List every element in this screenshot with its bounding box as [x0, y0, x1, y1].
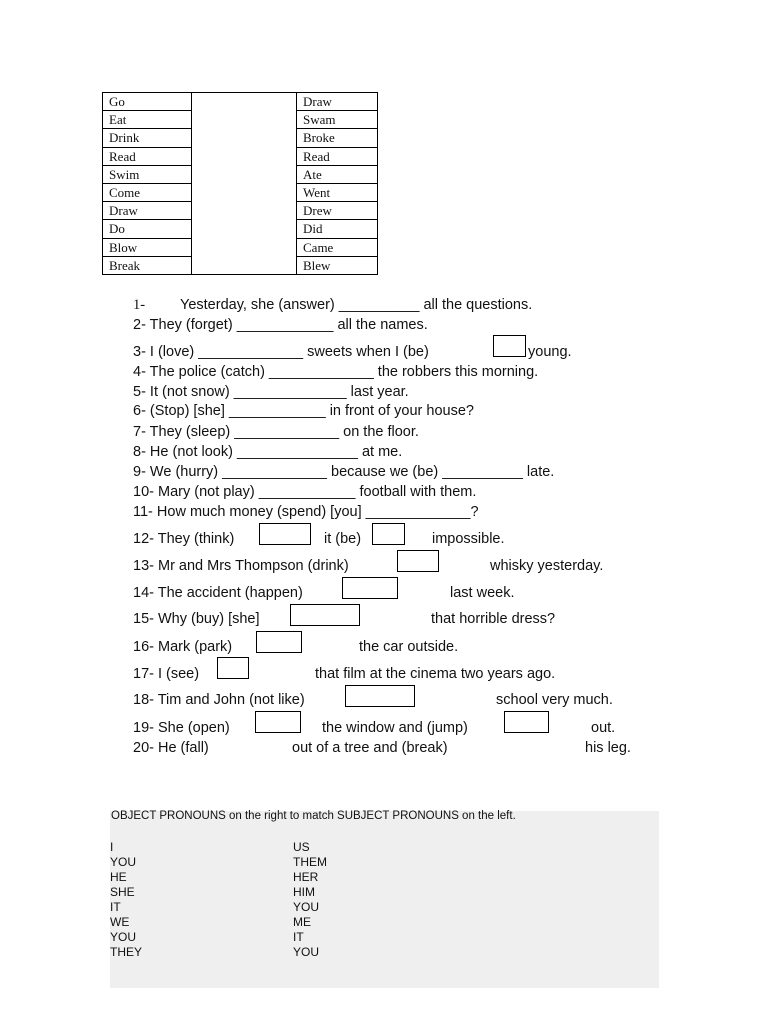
empty-cell: [192, 202, 297, 220]
past-verb-cell: Went: [297, 183, 378, 201]
sentence-13-end: whisky yesterday.: [490, 558, 604, 574]
empty-cell: [192, 147, 297, 165]
pronoun-panel: [110, 811, 659, 988]
answer-box[interactable]: [256, 631, 302, 653]
subject-pronoun-list: [110, 840, 142, 960]
sentence-19-end: out.: [591, 720, 616, 736]
sentence-4: 4- The police (catch) _____________ the robbers this morning.: [133, 364, 539, 380]
sentence-19: 19- She (open): [133, 720, 230, 736]
table-row: [103, 111, 378, 129]
list-item: IT: [293, 930, 304, 944]
past-verb-cell: Did: [297, 220, 378, 238]
answer-box[interactable]: [504, 711, 549, 733]
base-verb-cell: Break: [103, 256, 192, 274]
sentence-7: 7- They (sleep) _____________ on the floor.: [133, 424, 419, 440]
list-item: YOU: [293, 900, 320, 914]
answer-box[interactable]: [372, 523, 405, 545]
sentence-3-end: young.: [528, 344, 572, 360]
sentence-14-end: last week.: [450, 585, 515, 601]
past-verb-cell: Draw: [297, 93, 378, 111]
sentence-5: 5- It (not snow) ______________ last year.: [133, 384, 409, 400]
sentence-17: 17- I (see): [133, 666, 200, 682]
answer-box[interactable]: [345, 685, 415, 707]
list-item: YOU: [110, 930, 137, 944]
list-item: I: [110, 840, 114, 854]
empty-cell: [192, 238, 297, 256]
object-pronoun-list: [293, 840, 327, 960]
base-verb-cell: Go: [103, 93, 192, 111]
sentence-3: 3- I (love) _____________ sweets when I (be): [133, 344, 429, 360]
base-verb-cell: Do: [103, 220, 192, 238]
sentence-13: 13- Mr and Mrs Thompson (drink): [133, 558, 349, 574]
sentence-14: 14- The accident (happen): [133, 585, 303, 601]
empty-cell: [192, 256, 297, 274]
table-row: [103, 238, 378, 256]
sentence-20: 20- He (fall): [133, 740, 209, 756]
list-item: WE: [110, 915, 130, 929]
list-item: YOU: [110, 855, 137, 869]
sentence-15-end: that horrible dress?: [431, 611, 556, 627]
past-verb-cell: Read: [297, 147, 378, 165]
sentence-15: 15- Why (buy) [she]: [133, 611, 260, 627]
verb-table: [102, 92, 378, 275]
sentence-1: Yesterday, she (answer) __________ all the questions.: [180, 297, 533, 313]
table-row: [103, 256, 378, 274]
empty-cell: [192, 220, 297, 238]
list-item: HER: [293, 870, 319, 884]
base-verb-cell: Blow: [103, 238, 192, 256]
answer-box[interactable]: [493, 335, 526, 357]
answer-box[interactable]: [342, 577, 398, 599]
empty-cell: [192, 129, 297, 147]
list-item: ME: [293, 915, 311, 929]
sentence-12: 12- They (think): [133, 531, 235, 547]
pronoun-instructions: OBJECT PRONOUNS on the right to match SUBJECT PRONOUNS on the left.: [111, 810, 516, 822]
sentence-number: 1-: [133, 297, 146, 313]
sentence-9: 9- We (hurry) _____________ because we (be) __________ late.: [133, 464, 555, 480]
empty-cell: [192, 93, 297, 111]
sentence-11: 11- How much money (spend) [you] _____________?: [133, 504, 479, 520]
past-verb-cell: Came: [297, 238, 378, 256]
base-verb-cell: Eat: [103, 111, 192, 129]
table-row: [103, 202, 378, 220]
list-item: US: [293, 840, 310, 854]
list-item: HIM: [293, 885, 315, 899]
sentence-10: 10- Mary (not play) ____________ football with them.: [133, 484, 477, 500]
answer-box[interactable]: [259, 523, 311, 545]
list-item: YOU: [293, 945, 320, 959]
past-verb-cell: Blew: [297, 256, 378, 274]
answer-box[interactable]: [217, 657, 249, 679]
base-verb-cell: Read: [103, 147, 192, 165]
table-row: [103, 93, 378, 111]
sentence-16-end: the car outside.: [359, 639, 459, 655]
sentence-12-mid: it (be): [324, 531, 362, 547]
empty-cell: [192, 111, 297, 129]
sentence-12-end: impossible.: [432, 531, 505, 547]
table-row: [103, 147, 378, 165]
sentence-2: 2- They (forget) ____________ all the names.: [133, 317, 428, 333]
sentence-8: 8- He (not look) _______________ at me.: [133, 444, 403, 460]
answer-box[interactable]: [290, 604, 360, 626]
base-verb-cell: Draw: [103, 202, 192, 220]
past-verb-cell: Ate: [297, 165, 378, 183]
list-item: SHE: [110, 885, 135, 899]
past-verb-cell: Broke: [297, 129, 378, 147]
sentence-17-end: that film at the cinema two years ago.: [315, 666, 556, 682]
table-row: [103, 220, 378, 238]
empty-cell: [192, 165, 297, 183]
sentence-18-end: school very much.: [496, 692, 613, 708]
list-item: THEM: [293, 855, 327, 869]
base-verb-cell: Come: [103, 183, 192, 201]
sentence-20-mid: out of a tree and (break): [292, 740, 448, 756]
base-verb-cell: Drink: [103, 129, 192, 147]
table-row: [103, 183, 378, 201]
empty-cell: [192, 183, 297, 201]
list-item: THEY: [110, 945, 143, 959]
sentence-18: 18- Tim and John (not like): [133, 692, 305, 708]
past-verb-cell: Swam: [297, 111, 378, 129]
sentence-19-mid: the window and (jump): [322, 720, 468, 736]
sentence-16: 16- Mark (park): [133, 639, 233, 655]
list-item: IT: [110, 900, 121, 914]
answer-box[interactable]: [255, 711, 301, 733]
past-verb-cell: Drew: [297, 202, 378, 220]
table-row: [103, 129, 378, 147]
answer-box[interactable]: [397, 550, 439, 572]
table-row: [103, 165, 378, 183]
sentence-20-end: his leg.: [585, 740, 631, 756]
sentence-6: 6- (Stop) [she] ____________ in front of your house?: [133, 403, 474, 419]
base-verb-cell: Swim: [103, 165, 192, 183]
list-item: HE: [110, 870, 127, 884]
